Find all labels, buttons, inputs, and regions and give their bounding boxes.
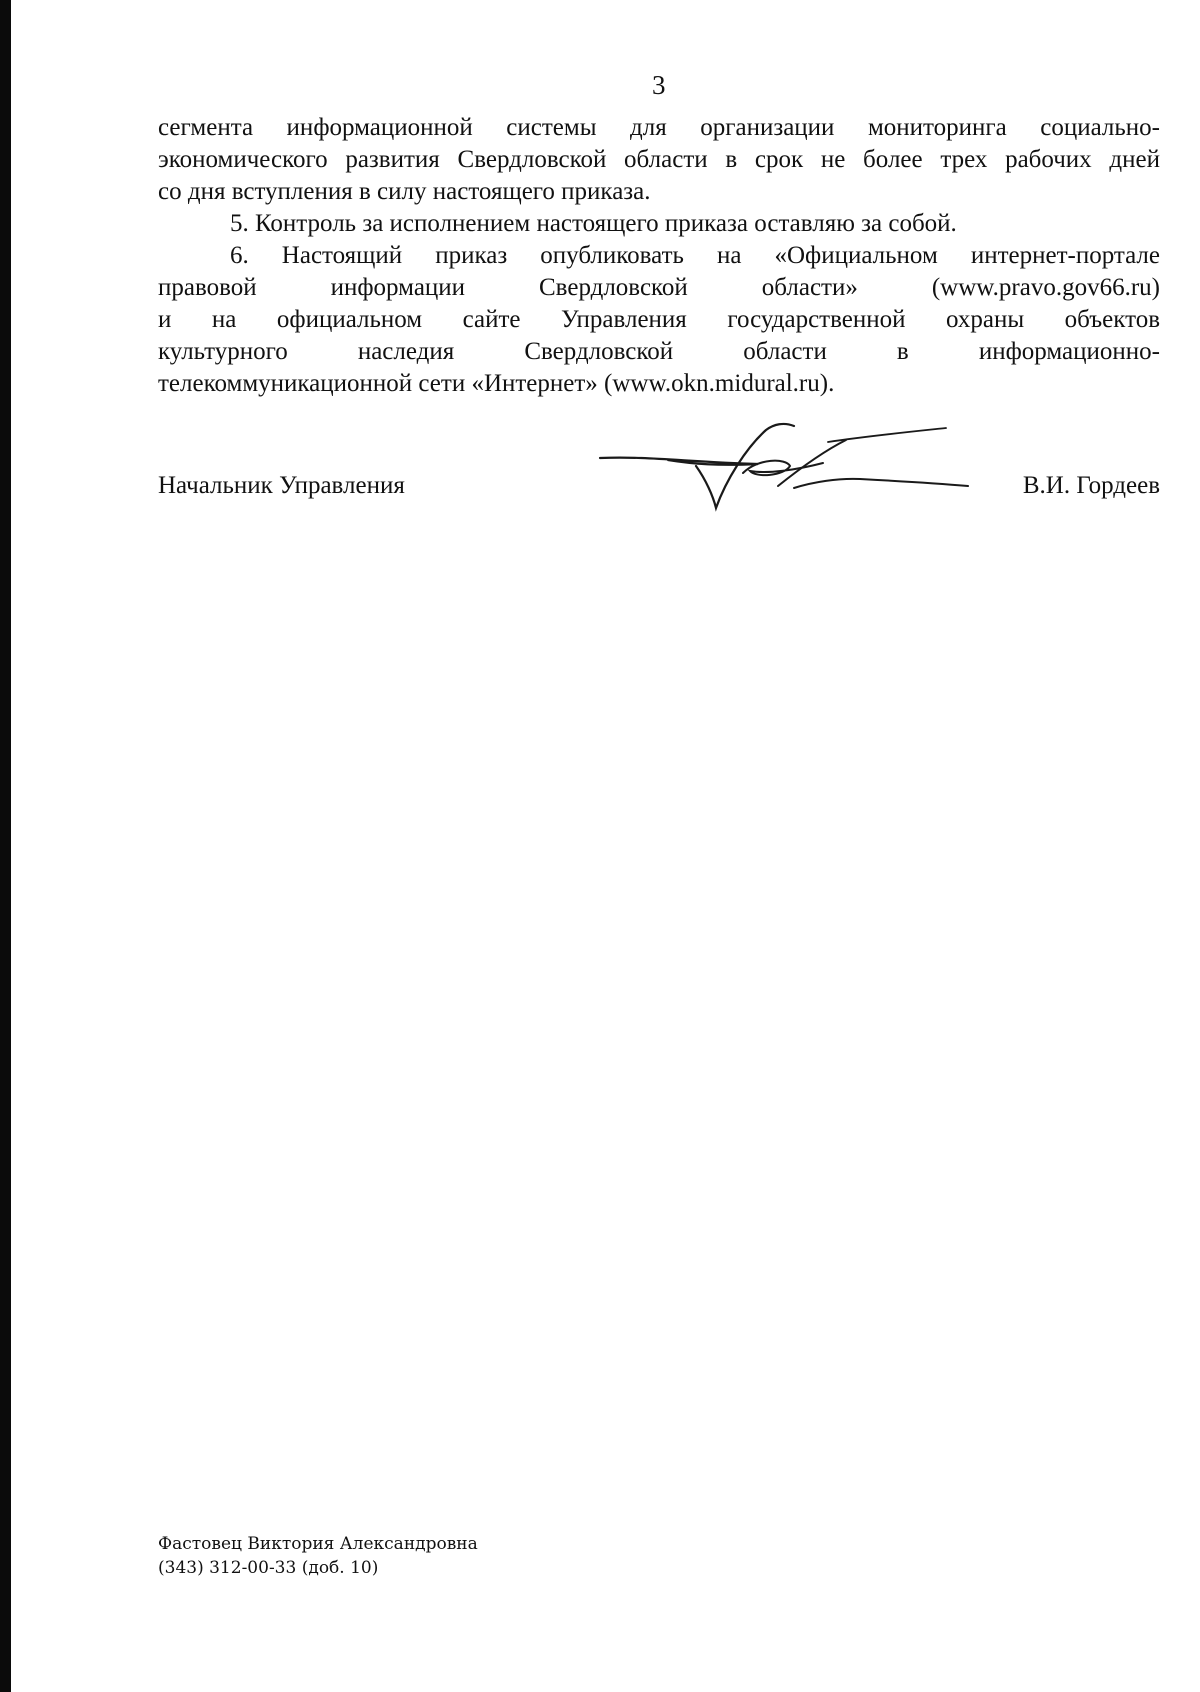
- item-6-line-4: культурного наследия Свердловской области в информационно-: [158, 338, 1160, 365]
- executor-contact: [158, 1532, 478, 1580]
- executor-name: Фастовец Виктория Александровна: [158, 1534, 478, 1554]
- signature-block: [158, 470, 1160, 510]
- scan-left-edge: [0, 0, 11, 1692]
- item-6-line-5: телекоммуникационной сети «Интернет» (www.okn.midural.ru).: [158, 370, 835, 397]
- document-body: [158, 112, 1160, 400]
- paragraph-continuation-line-2: экономического развития Свердловской области в срок не более трех рабочих дней: [158, 146, 1160, 173]
- executor-phone: (343) 312-00-33 (доб. 10): [158, 1558, 379, 1578]
- paragraph-continuation-line-3: со дня вступления в силу настоящего приказа.: [158, 178, 651, 205]
- page-number: 3: [652, 70, 666, 100]
- item-5-control: 5. Контроль за исполнением настоящего приказа оставляю за собой.: [230, 210, 957, 237]
- item-6-line-2: правовой информации Свердловской области» (www.pravo.gov66.ru): [158, 274, 1160, 301]
- item-6-line-1: 6. Настоящий приказ опубликовать на «Официальном интернет-портале: [230, 242, 1160, 269]
- signatory-position: Начальник Управления: [158, 472, 405, 499]
- signatory-name: В.И. Гордеев: [1022, 472, 1160, 499]
- paragraph-continuation-line-1: сегмента информационной системы для организации мониторинга социально-: [158, 114, 1160, 141]
- item-6-line-3: и на официальном сайте Управления государственной охраны объектов: [158, 306, 1160, 333]
